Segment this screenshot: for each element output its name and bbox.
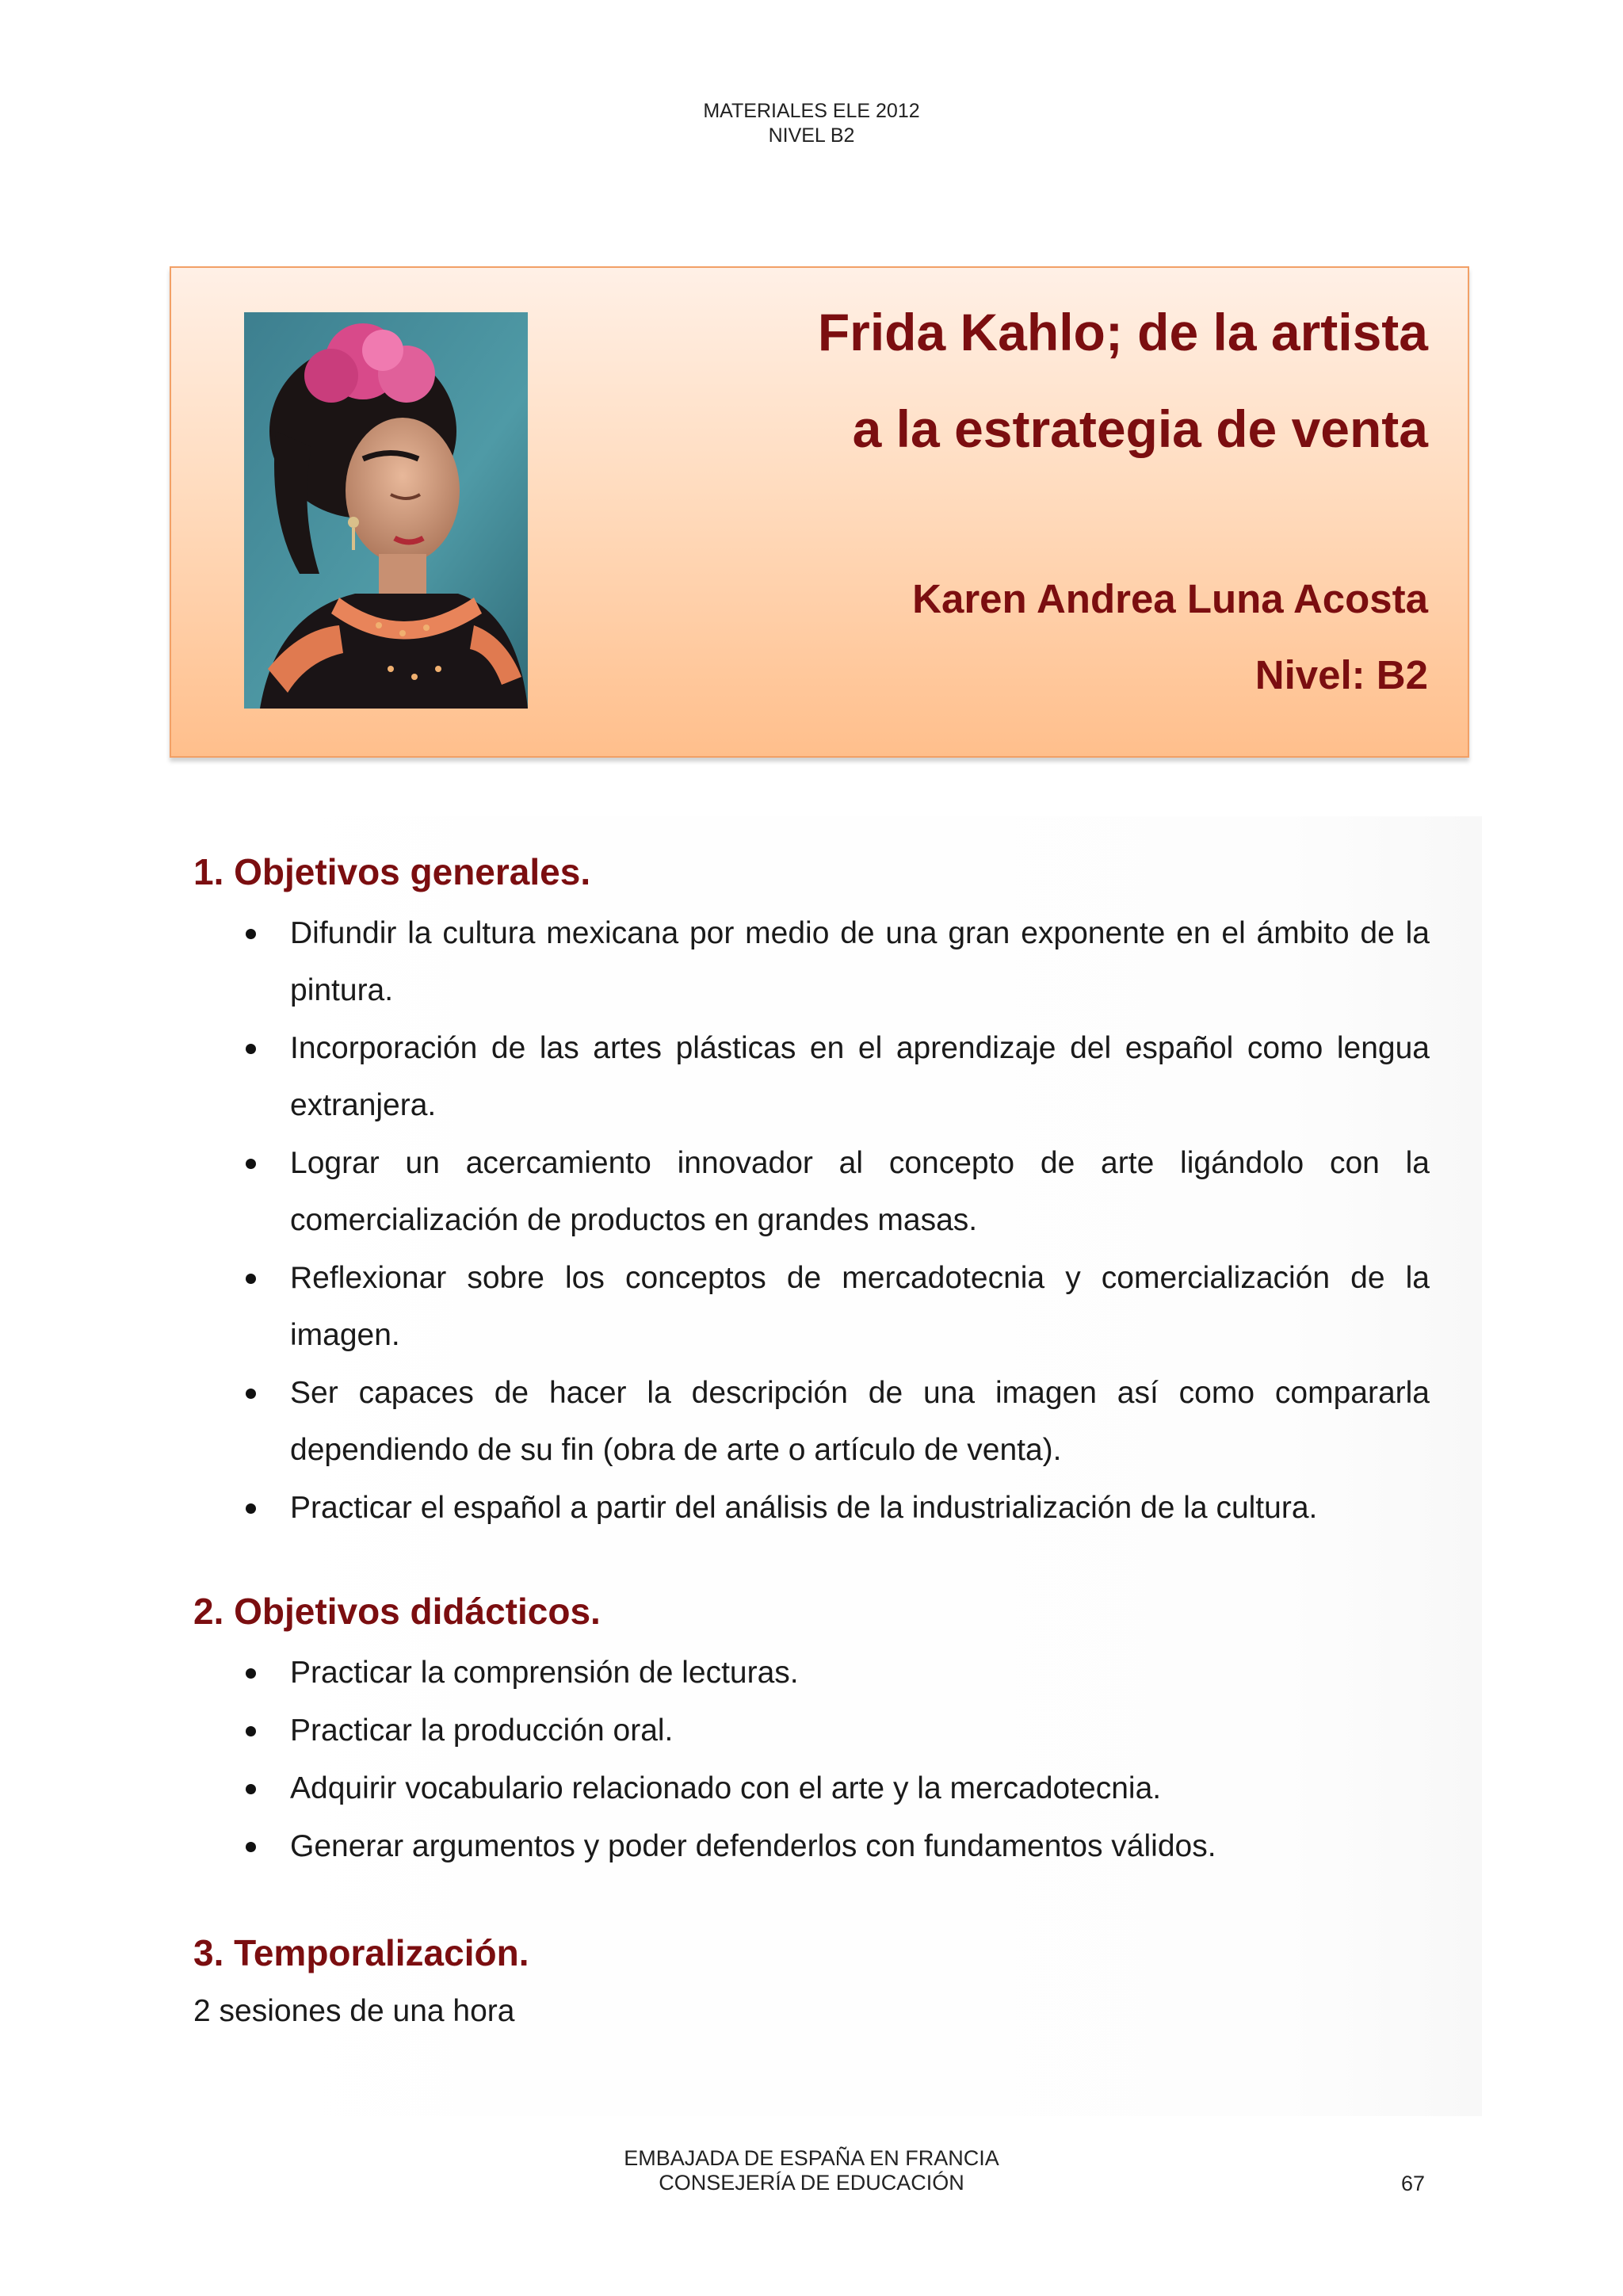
list-item	[193, 1645, 1430, 1702]
list-item	[193, 1135, 1430, 1249]
list-item	[193, 1818, 1430, 1875]
list-objetivos-didacticos	[193, 1645, 1430, 1875]
section-title-temporalizacion: 3. Temporalización.	[193, 1932, 529, 1973]
section-title-objetivos-generales: 1. Objetivos generales.	[193, 851, 591, 892]
title-line-2: a la estrategia de venta	[852, 399, 1428, 458]
list-item-text: Difundir la cultura mexicana por medio de una gran exponente en el ámbito de la pintura.	[290, 916, 1430, 1007]
bullet-icon	[246, 1503, 256, 1514]
bullet-icon	[246, 1044, 256, 1054]
list-item-text: Practicar la producción oral.	[290, 1713, 674, 1748]
main-content	[193, 848, 1430, 2040]
bullet-icon	[246, 929, 256, 939]
list-objetivos-generales	[193, 905, 1430, 1537]
author-name: Karen Andrea Luna Acosta	[912, 576, 1428, 621]
footer-line-1: EMBAJADA DE ESPAÑA EN FRANCIA	[624, 2146, 999, 2170]
bullet-icon	[246, 1668, 256, 1679]
list-item-text: Reflexionar sobre los conceptos de mercadotecnia y comercialización de la imagen.	[290, 1261, 1430, 1352]
list-item	[193, 1250, 1430, 1364]
list-item-text: Lograr un acercamiento innovador al concepto de arte ligándolo con la comercialización de productos en grandes masas.	[290, 1146, 1430, 1237]
frida-kahlo-portrait	[244, 312, 528, 709]
header-line-1: MATERIALES ELE 2012	[703, 100, 920, 122]
list-item-text: Adquirir vocabulario relacionado con el arte y la mercadotecnia.	[290, 1771, 1162, 1805]
list-item	[193, 1702, 1430, 1759]
bullet-icon	[246, 1159, 256, 1169]
bullet-icon	[246, 1842, 256, 1852]
page-number: 67	[1401, 2172, 1426, 2195]
temporalizacion-text: 2 sesiones de una hora	[193, 1994, 515, 2028]
level-label: Nivel: B2	[1254, 652, 1428, 697]
title-line-1: Frida Kahlo; de la artista	[817, 303, 1428, 361]
list-item	[193, 1365, 1430, 1479]
page-header	[0, 99, 1623, 148]
bullet-icon	[246, 1389, 256, 1399]
page-footer	[0, 2146, 1623, 2195]
list-item-text: Practicar el español a partir del análisis de la industrialización de la cultura.	[290, 1491, 1318, 1525]
list-item	[193, 905, 1430, 1019]
title-banner	[170, 266, 1469, 758]
bullet-icon	[246, 1274, 256, 1284]
header-line-2: NIVEL B2	[768, 124, 855, 147]
section-title-objetivos-didacticos: 2. Objetivos didácticos.	[193, 1591, 601, 1632]
list-item	[193, 1480, 1430, 1537]
bullet-icon	[246, 1726, 256, 1736]
list-item-text: Incorporación de las artes plásticas en el aprendizaje del español como lengua extranjera.	[290, 1031, 1430, 1122]
bullet-icon	[246, 1784, 256, 1794]
document-title	[818, 284, 1428, 477]
list-item	[193, 1760, 1430, 1817]
list-item-text: Ser capaces de hacer la descripción de una imagen así como compararla dependiendo de su fin (obra de arte o artículo de venta).	[290, 1376, 1430, 1467]
footer-line-2: CONSEJERÍA DE EDUCACIÓN	[659, 2171, 964, 2195]
list-item-text: Practicar la comprensión de lecturas.	[290, 1656, 799, 1690]
list-item	[193, 1020, 1430, 1134]
author-block	[912, 561, 1428, 713]
list-item-text: Generar argumentos y poder defenderlos con fundamentos válidos.	[290, 1829, 1216, 1863]
